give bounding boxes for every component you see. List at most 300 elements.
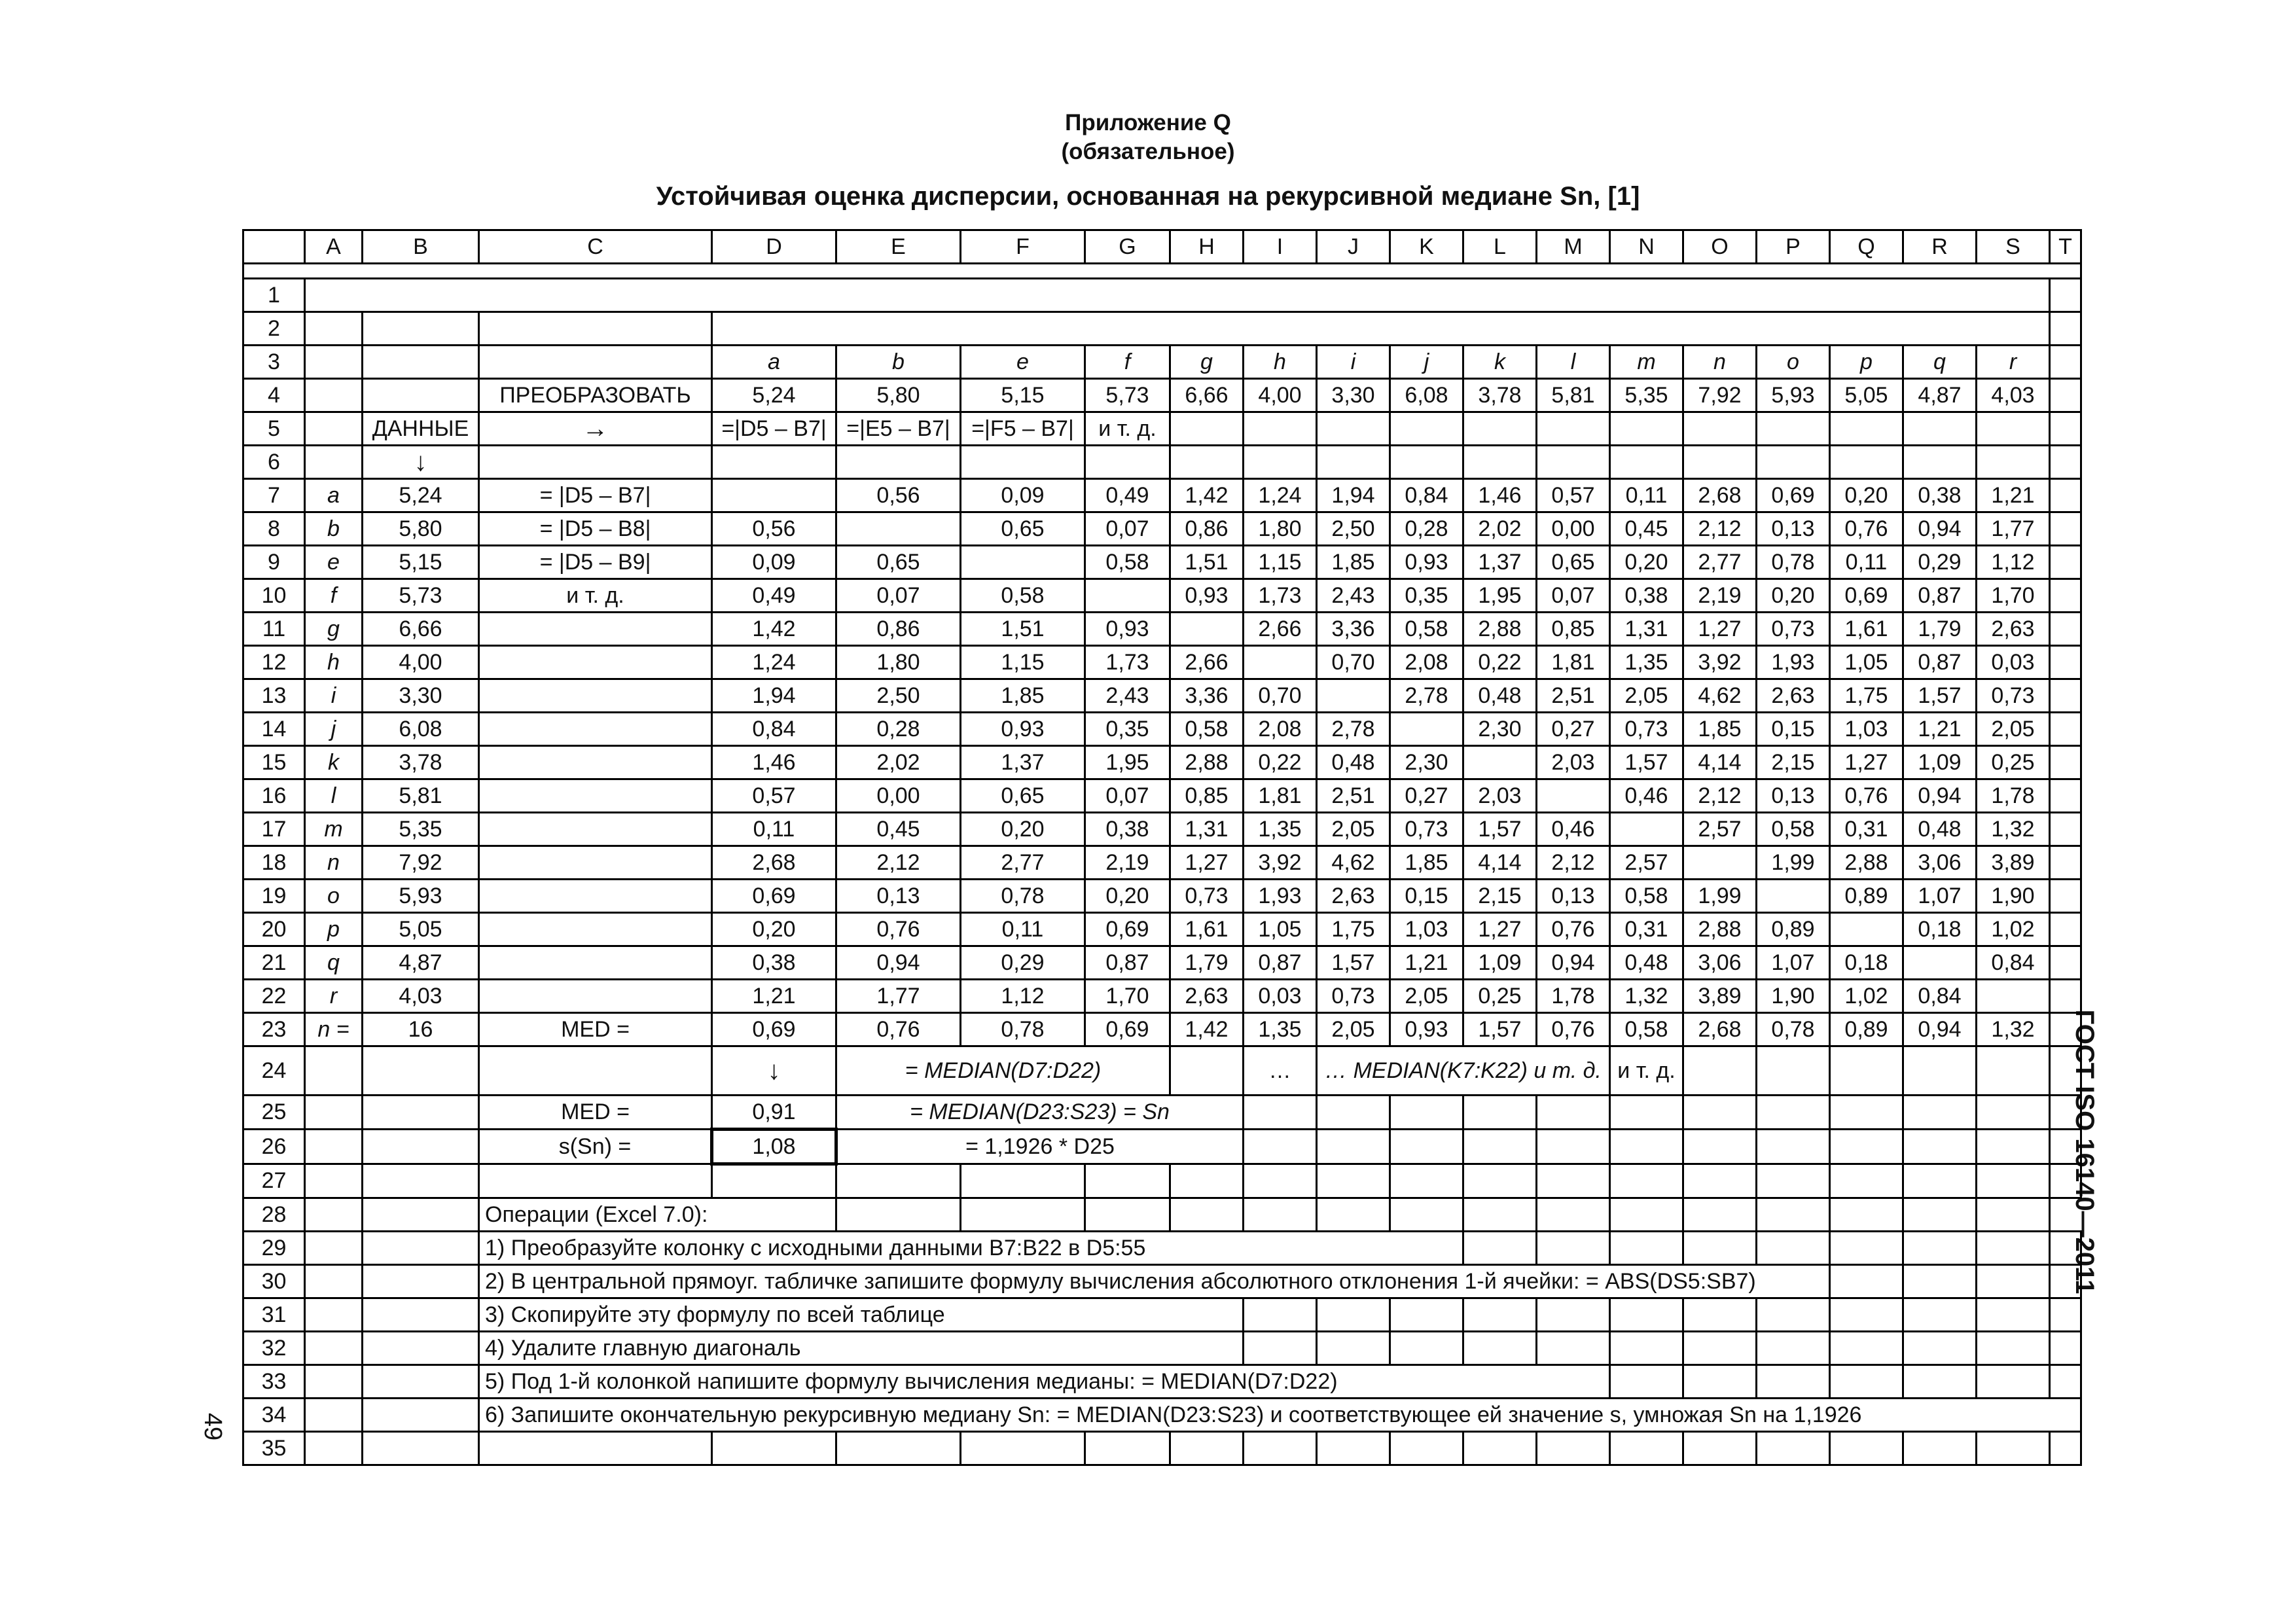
deviation-cell: 4,14 (1683, 746, 1757, 779)
deviation-cell: 0,38 (1903, 479, 1977, 512)
deviation-cell: 0,03 (1977, 646, 2050, 679)
deviation-cell: 1,57 (1903, 679, 1977, 713)
deviation-cell: 2,08 (1244, 713, 1317, 746)
deviation-cell: 1,07 (1903, 880, 1977, 913)
observation-value: 5,15 (363, 546, 479, 579)
deviation-cell: 1,24 (1244, 479, 1317, 512)
deviation-cell: 1,35 (1244, 813, 1317, 846)
row-formula: = |D5 – B8| (479, 512, 712, 546)
deviation-cell: 1,12 (961, 980, 1085, 1013)
transformed-value: 4,87 (1903, 379, 1977, 412)
row-formula (479, 613, 712, 646)
header-letter: a (712, 346, 836, 379)
deviation-cell: 1,32 (1610, 980, 1683, 1013)
deviation-cell: 2,12 (1683, 512, 1757, 546)
data-label: ДАННЫЕ (363, 412, 479, 446)
sheet-row-14 (243, 713, 2081, 746)
observation-letter: r (305, 980, 363, 1013)
row-number: 8 (243, 512, 305, 546)
s-value: 1,08 (712, 1130, 836, 1164)
deviation-cell: 0,25 (1463, 980, 1537, 1013)
deviation-cell: 1,99 (1757, 846, 1830, 880)
observation-value: 4,00 (363, 646, 479, 679)
column-header: S (1977, 230, 2050, 264)
deviation-cell: 2,57 (1610, 846, 1683, 880)
observation-value: 6,66 (363, 613, 479, 646)
deviation-cell: 0,56 (836, 479, 961, 512)
deviation-cell: 2,30 (1463, 713, 1537, 746)
deviation-cell: 0,76 (836, 913, 961, 946)
column-header: C (479, 230, 712, 264)
deviation-cell: 2,88 (1170, 746, 1244, 779)
deviation-cell: 2,19 (1683, 579, 1757, 613)
deviation-cell: 0,45 (836, 813, 961, 846)
deviation-cell: 2,63 (1977, 613, 2050, 646)
deviation-cell: 0,00 (836, 779, 961, 813)
deviation-cell: 0,69 (1085, 913, 1170, 946)
deviation-cell (1977, 980, 2050, 1013)
corner-cell (243, 230, 305, 264)
deviation-cell: 0,84 (1977, 946, 2050, 980)
deviation-cell (1463, 746, 1537, 779)
deviation-cell: 0,27 (1537, 713, 1610, 746)
operation-step: 4) Удалите главную диагональ (479, 1332, 1244, 1365)
sheet-row-11 (243, 613, 2081, 646)
deviation-cell: 0,46 (1610, 779, 1683, 813)
deviation-cell: 0,22 (1244, 746, 1317, 779)
deviation-cell: 0,35 (1390, 579, 1463, 613)
median-value: 0,69 (1085, 1013, 1170, 1046)
count-label: n = (305, 1013, 363, 1046)
etc-label: и т. д. (1610, 1046, 1683, 1096)
sheet-row-29 (243, 1232, 2081, 1265)
transformed-value: 3,78 (1463, 379, 1537, 412)
observation-letter: n (305, 846, 363, 880)
row-number: 32 (243, 1332, 305, 1365)
row-number: 33 (243, 1365, 305, 1399)
deviation-cell: 1,24 (712, 646, 836, 679)
deviation-cell: 1,02 (1977, 913, 2050, 946)
deviation-cell: 2,66 (1170, 646, 1244, 679)
deviation-cell: 1,27 (1463, 913, 1537, 946)
deviation-cell: 0,56 (712, 512, 836, 546)
deviation-cell: 2,08 (1390, 646, 1463, 679)
column-header: K (1390, 230, 1463, 264)
deviation-cell: 0,94 (1537, 946, 1610, 980)
row-formula (479, 746, 712, 779)
deviation-cell: 2,05 (1390, 980, 1463, 1013)
deviation-cell: 0,86 (1170, 512, 1244, 546)
deviation-cell: 0,87 (1903, 579, 1977, 613)
row-number: 24 (243, 1046, 305, 1096)
operation-step: 3) Скопируйте эту формулу по всей таблице (479, 1298, 1244, 1332)
transformed-value: 5,35 (1610, 379, 1683, 412)
deviation-cell: 0,20 (1085, 880, 1170, 913)
deviation-cell: 1,81 (1537, 646, 1610, 679)
observation-value: 4,87 (363, 946, 479, 980)
deviation-cell: 0,38 (1085, 813, 1170, 846)
row-number: 12 (243, 646, 305, 679)
sheet-row-23 (243, 1013, 2081, 1046)
row-number: 5 (243, 412, 305, 446)
deviation-cell: 1,78 (1537, 980, 1610, 1013)
header-letter: r (1977, 346, 2050, 379)
deviation-cell: 1,57 (1317, 946, 1390, 980)
deviation-cell: 4,62 (1683, 679, 1757, 713)
deviation-cell: 1,07 (1757, 946, 1830, 980)
median-value: 0,78 (1757, 1013, 1830, 1046)
header-letter: f (1085, 346, 1170, 379)
row-formula (479, 779, 712, 813)
row-formula (479, 880, 712, 913)
median-value: 1,57 (1463, 1013, 1537, 1046)
transformed-value: 5,73 (1085, 379, 1170, 412)
deviation-cell: 1,79 (1903, 613, 1977, 646)
row-number: 13 (243, 679, 305, 713)
sheet-row-13 (243, 679, 2081, 713)
deviation-cell: 0,93 (1085, 613, 1170, 646)
deviation-cell: 2,66 (1244, 613, 1317, 646)
deviation-cell: 0,13 (1757, 512, 1830, 546)
observation-value: 3,30 (363, 679, 479, 713)
median-value: 0,58 (1610, 1013, 1683, 1046)
median-value: 2,68 (1683, 1013, 1757, 1046)
transformed-value: 4,00 (1244, 379, 1317, 412)
row-number: 9 (243, 546, 305, 579)
deviation-cell: 1,27 (1830, 746, 1903, 779)
deviation-cell: 1,42 (712, 613, 836, 646)
deviation-cell: 0,03 (1244, 980, 1317, 1013)
deviation-cell: 0,73 (1170, 880, 1244, 913)
row-number: 29 (243, 1232, 305, 1265)
row-number: 19 (243, 880, 305, 913)
deviation-cell: 0,89 (1830, 880, 1903, 913)
deviation-cell: 2,78 (1390, 679, 1463, 713)
sheet-row-35 (243, 1432, 2081, 1465)
deviation-cell: 0,00 (1537, 512, 1610, 546)
deviation-cell (961, 546, 1085, 579)
sheet-row-9 (243, 546, 2081, 579)
deviation-cell: 1,21 (1977, 479, 2050, 512)
deviation-cell: 3,36 (1317, 613, 1390, 646)
deviation-cell: 0,65 (961, 512, 1085, 546)
observation-value: 6,08 (363, 713, 479, 746)
median-value: 0,89 (1830, 1013, 1903, 1046)
deviation-cell: 1,78 (1977, 779, 2050, 813)
deviation-cell: 2,51 (1317, 779, 1390, 813)
gap-row (243, 264, 2081, 279)
deviation-cell: 4,62 (1317, 846, 1390, 880)
deviation-cell: 0,76 (1537, 913, 1610, 946)
median-value: 0,93 (1390, 1013, 1463, 1046)
column-header: H (1170, 230, 1244, 264)
deviation-cell: 0,84 (1390, 479, 1463, 512)
column-header: D (712, 230, 836, 264)
transformed-value: 7,92 (1683, 379, 1757, 412)
deviation-cell: 1,15 (961, 646, 1085, 679)
sheet-row-31 (243, 1298, 2081, 1332)
sheet-row-34 (243, 1399, 2081, 1432)
deviation-cell: 1,05 (1244, 913, 1317, 946)
observation-letter: e (305, 546, 363, 579)
row-number: 11 (243, 613, 305, 646)
deviation-cell: 1,93 (1757, 646, 1830, 679)
sheet-row-12 (243, 646, 2081, 679)
deviation-cell: 0,20 (1757, 579, 1830, 613)
deviation-cell: 2,03 (1537, 746, 1610, 779)
sn-formula: = MEDIAN(D23:S23) = Sn (836, 1096, 1244, 1130)
deviation-cell: 0,13 (836, 880, 961, 913)
deviation-cell: 0,65 (836, 546, 961, 579)
deviation-cell: 0,58 (1757, 813, 1830, 846)
sheet-row-17 (243, 813, 2081, 846)
deviation-cell: 2,43 (1317, 579, 1390, 613)
deviation-cell: 0,20 (1610, 546, 1683, 579)
deviation-cell: 2,63 (1757, 679, 1830, 713)
row-formula (479, 679, 712, 713)
standard-code: ГОСТ ISO 16140—2011 (2070, 1009, 2099, 1294)
page-number: 49 (199, 1412, 226, 1441)
deviation-cell: 2,68 (712, 846, 836, 880)
deviation-cell: 1,51 (961, 613, 1085, 646)
deviation-cell: 2,63 (1317, 880, 1390, 913)
deviation-cell: 0,84 (1903, 980, 1977, 1013)
deviation-cell: 3,06 (1683, 946, 1757, 980)
deviation-cell: 1,03 (1830, 713, 1903, 746)
deviation-cell: 2,15 (1757, 746, 1830, 779)
median-value: 2,05 (1317, 1013, 1390, 1046)
sheet-row-26 (243, 1130, 2081, 1164)
row-number: 10 (243, 579, 305, 613)
column-header: T (2050, 230, 2081, 264)
deviation-cell: 3,89 (1977, 846, 2050, 880)
observation-value: 7,92 (363, 846, 479, 880)
observation-value: 5,93 (363, 880, 479, 913)
formula-cell: =|D5 – B7| (712, 412, 836, 446)
deviation-cell: 0,70 (1317, 646, 1390, 679)
sheet-row-20 (243, 913, 2081, 946)
observation-letter: i (305, 679, 363, 713)
observation-letter: q (305, 946, 363, 980)
row-number: 23 (243, 1013, 305, 1046)
deviation-cell: 1,51 (1170, 546, 1244, 579)
transformed-value: 5,05 (1830, 379, 1903, 412)
sheet-row-18 (243, 846, 2081, 880)
deviation-cell: 1,27 (1683, 613, 1757, 646)
deviation-cell: 0,85 (1537, 613, 1610, 646)
deviation-cell: 3,89 (1683, 980, 1757, 1013)
header-letter: o (1757, 346, 1830, 379)
header-letter: b (836, 346, 961, 379)
row-number: 20 (243, 913, 305, 946)
med-label: MED = (479, 1013, 712, 1046)
appendix-label: Приложение Q (1065, 110, 1231, 135)
deviation-cell: 1,90 (1757, 980, 1830, 1013)
column-header: B (363, 230, 479, 264)
deviation-cell: 0,49 (712, 579, 836, 613)
median-value: 0,78 (961, 1013, 1085, 1046)
column-header: I (1244, 230, 1317, 264)
header-letter: p (1830, 346, 1903, 379)
deviation-cell: 0,38 (712, 946, 836, 980)
header-letter: n (1683, 346, 1757, 379)
transformed-value: 5,81 (1537, 379, 1610, 412)
deviation-cell: 1,61 (1170, 913, 1244, 946)
s-formula: = 1,1926 * D25 (836, 1130, 1244, 1164)
observation-value: 5,24 (363, 479, 479, 512)
observation-value: 5,05 (363, 913, 479, 946)
deviation-cell: 3,92 (1683, 646, 1757, 679)
deviation-cell: 0,93 (1170, 579, 1244, 613)
deviation-cell: 1,99 (1683, 880, 1757, 913)
operation-step: 5) Под 1-й колонкой напишите формулу вычисления медианы: = MEDIAN(D7:D22) (479, 1365, 1610, 1399)
deviation-cell: 1,57 (1463, 813, 1537, 846)
deviation-cell: 1,75 (1830, 679, 1903, 713)
deviation-cell: 0,27 (1390, 779, 1463, 813)
row-number: 35 (243, 1432, 305, 1465)
column-header: E (836, 230, 961, 264)
deviation-cell: 0,65 (1537, 546, 1610, 579)
deviation-cell: 0,78 (1757, 546, 1830, 579)
deviation-cell: 1,77 (1977, 512, 2050, 546)
deviation-cell: 1,77 (836, 980, 961, 1013)
transformed-value: 5,80 (836, 379, 961, 412)
deviation-cell: 1,09 (1463, 946, 1537, 980)
observation-letter: b (305, 512, 363, 546)
deviation-cell: 1,70 (1977, 579, 2050, 613)
sheet-row-5 (243, 412, 2081, 446)
deviation-cell (1537, 779, 1610, 813)
deviation-cell: 0,84 (712, 713, 836, 746)
deviation-cell: 0,85 (1170, 779, 1244, 813)
deviation-cell (1170, 613, 1244, 646)
deviation-cell: 1,21 (1390, 946, 1463, 980)
observation-letter: f (305, 579, 363, 613)
deviation-cell: 2,88 (1463, 613, 1537, 646)
deviation-cell: 1,73 (1085, 646, 1170, 679)
deviation-cell: 1,42 (1170, 479, 1244, 512)
row-number: 6 (243, 446, 305, 479)
deviation-cell: 2,51 (1537, 679, 1610, 713)
row-number: 31 (243, 1298, 305, 1332)
deviation-cell: 2,19 (1085, 846, 1170, 880)
deviation-cell: 1,37 (1463, 546, 1537, 579)
transformed-value: 3,30 (1317, 379, 1390, 412)
deviation-cell: 4,14 (1463, 846, 1537, 880)
row-number: 14 (243, 713, 305, 746)
deviation-matrix (243, 479, 2081, 1013)
count-value: 16 (363, 1013, 479, 1046)
deviation-cell: 2,50 (1317, 512, 1390, 546)
deviation-cell: 2,12 (1683, 779, 1757, 813)
median-value: 0,94 (1903, 1013, 1977, 1046)
deviation-cell: 2,78 (1317, 713, 1390, 746)
deviation-cell: 0,46 (1537, 813, 1610, 846)
header-letter: g (1170, 346, 1244, 379)
deviation-cell: 2,77 (1683, 546, 1757, 579)
row-formula (479, 713, 712, 746)
deviation-cell: 2,57 (1683, 813, 1757, 846)
sheet-row-32 (243, 1332, 2081, 1365)
deviation-cell: 1,31 (1170, 813, 1244, 846)
deviation-cell: 0,48 (1610, 946, 1683, 980)
row-number: 28 (243, 1198, 305, 1232)
deviation-cell: 2,63 (1170, 980, 1244, 1013)
sheet-row-33 (243, 1365, 2081, 1399)
deviation-cell: 0,18 (1830, 946, 1903, 980)
deviation-cell: 2,88 (1683, 913, 1757, 946)
sheet-row-6 (243, 446, 2081, 479)
row-formula: и т. д. (479, 579, 712, 613)
right-arrow-icon: → (479, 412, 712, 446)
row-formula (479, 980, 712, 1013)
row-number: 18 (243, 846, 305, 880)
deviation-cell: 0,57 (1537, 479, 1610, 512)
row-number: 27 (243, 1164, 305, 1198)
deviation-cell: 2,30 (1390, 746, 1463, 779)
down-arrow-icon: ↓ (712, 1046, 836, 1096)
s-label: s(Sn) = (479, 1130, 712, 1164)
observation-letter: g (305, 613, 363, 646)
row-number: 15 (243, 746, 305, 779)
deviation-cell: 2,77 (961, 846, 1085, 880)
deviation-cell: 0,48 (1463, 679, 1537, 713)
header-letter: j (1390, 346, 1463, 379)
median-value: 0,76 (836, 1013, 961, 1046)
deviation-cell: 0,18 (1903, 913, 1977, 946)
deviation-cell: 0,28 (836, 713, 961, 746)
deviation-cell: 1,46 (712, 746, 836, 779)
column-header: R (1903, 230, 1977, 264)
deviation-cell: 1,21 (712, 980, 836, 1013)
deviation-cell: 0,87 (1903, 646, 1977, 679)
transformed-value: 4,03 (1977, 379, 2050, 412)
deviation-cell: 1,31 (1610, 613, 1683, 646)
spreadsheet-table (242, 229, 2082, 1466)
deviation-cell: 1,03 (1390, 913, 1463, 946)
deviation-cell: 1,90 (1977, 880, 2050, 913)
observation-letter: a (305, 479, 363, 512)
row-number: 1 (243, 279, 305, 312)
operations-title: Операции (Excel 7.0): (479, 1198, 836, 1232)
median-formula: = MEDIAN(D7:D22) (836, 1046, 1170, 1096)
deviation-cell (1683, 846, 1757, 880)
deviation-cell: 1,79 (1170, 946, 1244, 980)
column-header: Q (1830, 230, 1903, 264)
observation-value: 4,03 (363, 980, 479, 1013)
deviation-cell: 0,09 (961, 479, 1085, 512)
deviation-cell (1830, 913, 1903, 946)
deviation-cell: 0,65 (961, 779, 1085, 813)
row-formula: = |D5 – B9| (479, 546, 712, 579)
row-number: 21 (243, 946, 305, 980)
deviation-cell: 0,25 (1977, 746, 2050, 779)
deviation-cell: 1,09 (1903, 746, 1977, 779)
deviation-cell: 1,81 (1244, 779, 1317, 813)
deviation-cell: 0,93 (1390, 546, 1463, 579)
deviation-cell: 0,87 (1085, 946, 1170, 980)
deviation-cell: 0,73 (1977, 679, 2050, 713)
row-number: 34 (243, 1399, 305, 1432)
deviation-cell: 0,49 (1085, 479, 1170, 512)
sheet-row-22 (243, 980, 2081, 1013)
transformed-value: 6,66 (1170, 379, 1244, 412)
deviation-cell: 3,36 (1170, 679, 1244, 713)
row-formula (479, 946, 712, 980)
deviation-cell: 1,15 (1244, 546, 1317, 579)
sheet-row-10 (243, 579, 2081, 613)
deviation-cell: 1,61 (1830, 613, 1903, 646)
